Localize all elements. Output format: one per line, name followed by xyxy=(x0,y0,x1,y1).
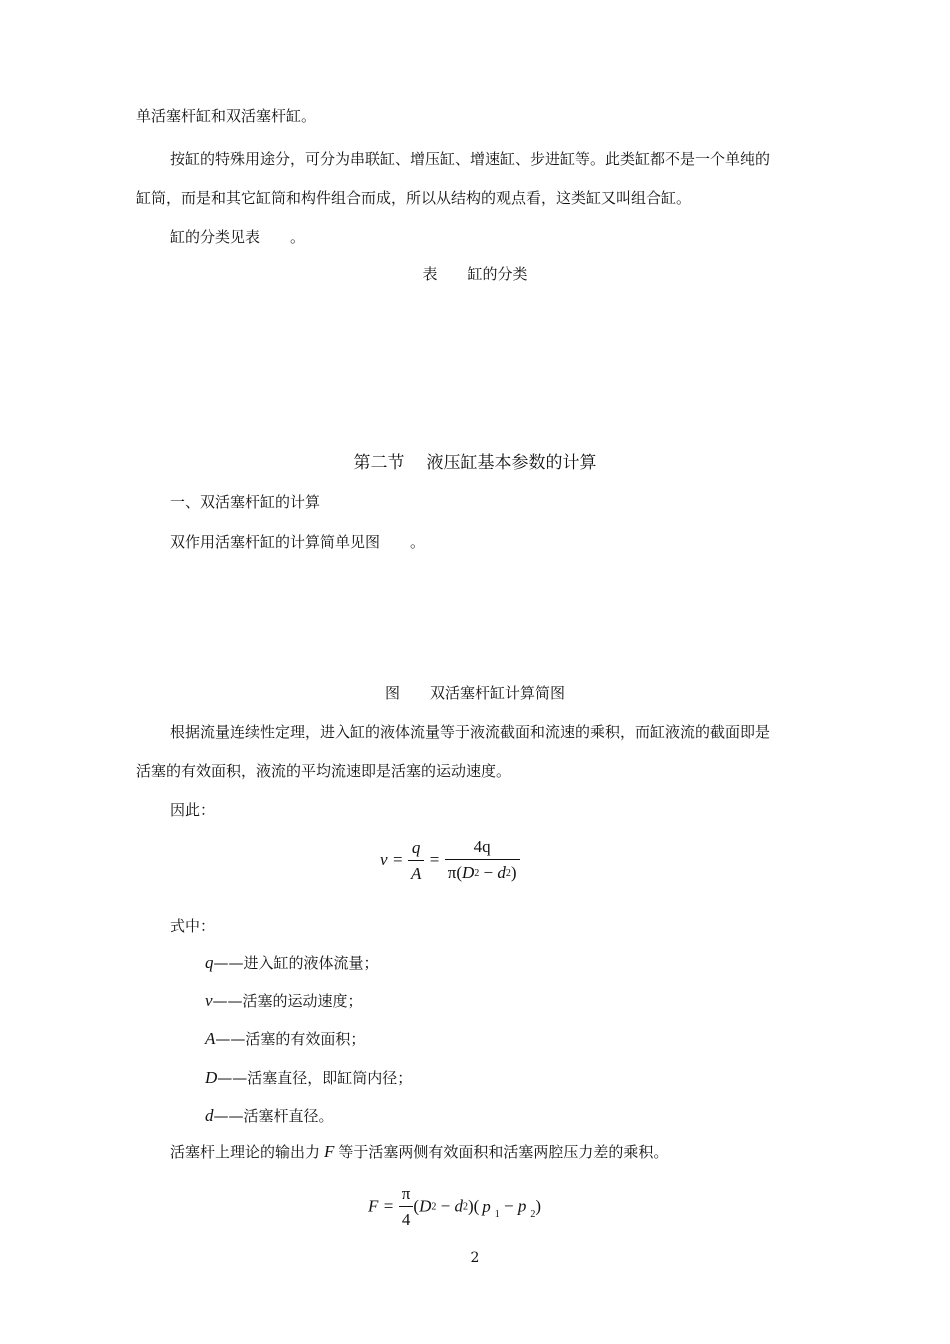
table-caption xyxy=(0,264,950,284)
eq1-f2-denominator xyxy=(445,860,520,885)
table-caption-title: 缸的分类 xyxy=(467,265,528,283)
output-force-text-b: 等于活塞两侧有效面积和活塞两腔压力差的乘积。 xyxy=(338,1143,669,1161)
definition-v xyxy=(205,991,363,1011)
eq1-D: D xyxy=(462,863,475,882)
eq2-minus-1: − xyxy=(436,1196,455,1216)
paragraph-special-line1: 按缸的特殊用途分，可分为串联缸、增压缸、增速缸、步进缸等。此类缸都不是一个单纯的 xyxy=(170,150,771,168)
page-number: 2 xyxy=(470,1250,480,1266)
eq1-minus: − xyxy=(479,863,498,882)
definition-small-d xyxy=(205,1106,334,1126)
figure-caption-title: 双活塞杆缸计算简图 xyxy=(430,684,566,702)
eq2-close-paren-2: ) xyxy=(535,1196,542,1216)
eq1-f1-numerator: q xyxy=(408,837,424,861)
definition-q-text: ——进入缸的液体流量； xyxy=(213,954,379,972)
eq1-exp-D: 2 xyxy=(474,868,480,879)
eq1-equals-2: = xyxy=(429,850,440,869)
eq1-equals: = xyxy=(392,850,403,869)
eq2-f-denominator: 4 xyxy=(401,1210,411,1229)
eq1-exp-d: 2 xyxy=(505,868,511,879)
eq1-f2-numerator xyxy=(445,836,520,860)
paragraph-continuity-line1: 根据流量连续性定理，进入缸的液体流量等于液流截面和流速的乘积，而缸液流的截面即是 xyxy=(170,723,771,741)
subsection-title: 一、双活塞杆缸的计算 xyxy=(170,493,321,511)
eq2-sub-2: 2 xyxy=(530,1208,536,1220)
definition-v-text: ——活塞的运动速度； xyxy=(212,992,363,1010)
paragraph-continuity-line2: 活塞的有效面积，液流的平均流速即是活塞的运动速度。 xyxy=(136,762,512,780)
paragraph-output-force xyxy=(170,1142,668,1162)
eq2-d: d xyxy=(454,1196,463,1216)
figure-ref-text: 双作用活塞杆缸的计算简单见图 xyxy=(170,533,381,551)
definition-q xyxy=(205,953,379,973)
definition-a-text: ——活塞的有效面积； xyxy=(215,1030,366,1048)
figure-caption xyxy=(0,683,950,703)
paragraph-classification-ref xyxy=(170,227,305,247)
paragraph-special-line2: 缸筒，而是和其它缸筒和构件组合而成，所以从结构的观点看，这类缸又叫组合缸。 xyxy=(136,189,692,207)
eq1-f2-numerator-text: 4q xyxy=(473,837,491,856)
definition-a-symbol: A xyxy=(205,1029,216,1048)
eq1-fraction-4q xyxy=(445,836,520,885)
definition-v-symbol: v xyxy=(205,991,213,1010)
eq2-exp-D: 2 xyxy=(431,1201,437,1213)
eq2-equals: = xyxy=(383,1196,394,1216)
eq2-exp-d: 2 xyxy=(462,1201,468,1213)
section-number: 第二节 xyxy=(353,453,405,473)
therefore-label: 因此： xyxy=(170,801,216,819)
eq2-lhs: F xyxy=(368,1196,379,1216)
eq1-pi: π xyxy=(447,863,457,882)
figure-ref-period: 。 xyxy=(410,533,426,551)
eq1-d: d xyxy=(497,863,506,882)
definition-q-symbol: q xyxy=(205,953,214,972)
paragraph-figure-ref xyxy=(170,532,425,552)
eq2-D: D xyxy=(419,1196,432,1216)
definition-a xyxy=(205,1029,365,1049)
classification-ref-text: 缸的分类见表 xyxy=(170,228,261,246)
output-force-text-a: 活塞杆上理论的输出力 xyxy=(170,1143,321,1161)
eq2-sub-1: 1 xyxy=(494,1208,500,1220)
eq1-fraction-q-over-a xyxy=(408,837,424,885)
eq2-open-paren-2: ( xyxy=(473,1196,480,1216)
eq1-f1-denominator: A xyxy=(410,863,422,883)
where-label: 式中： xyxy=(170,917,216,935)
paragraph-intro-end: 单活塞杆缸和双活塞杆缸。 xyxy=(136,107,317,125)
table-caption-label: 表 xyxy=(422,265,438,283)
definition-big-d-text: ——活塞直径，即缸筒内径； xyxy=(217,1069,413,1087)
section-name: 液压缸基本参数的计算 xyxy=(426,453,597,473)
eq2-p2: p xyxy=(517,1196,527,1216)
force-equation xyxy=(368,1183,541,1231)
velocity-equation xyxy=(380,836,520,885)
eq2-close-paren-1: ) xyxy=(467,1196,474,1216)
eq2-p1: p xyxy=(482,1196,491,1216)
eq1-open-paren: ( xyxy=(456,863,463,882)
output-force-symbol: F xyxy=(324,1142,335,1161)
definition-small-d-symbol: d xyxy=(205,1106,214,1125)
definition-big-d-symbol: D xyxy=(205,1068,218,1087)
eq1-close-paren: ) xyxy=(510,863,517,882)
figure-caption-label: 图 xyxy=(384,684,400,702)
eq2-f-numerator: π xyxy=(399,1183,414,1207)
eq2-open-paren-1: ( xyxy=(413,1196,420,1216)
definition-small-d-text: ——活塞杆直径。 xyxy=(213,1107,334,1125)
eq1-lhs: v xyxy=(380,850,388,869)
definition-big-d xyxy=(205,1068,412,1088)
section-title xyxy=(0,453,950,473)
classification-ref-period: 。 xyxy=(290,228,306,246)
eq2-fraction-pi-over-4 xyxy=(399,1183,414,1231)
eq2-minus-2: − xyxy=(499,1196,518,1216)
